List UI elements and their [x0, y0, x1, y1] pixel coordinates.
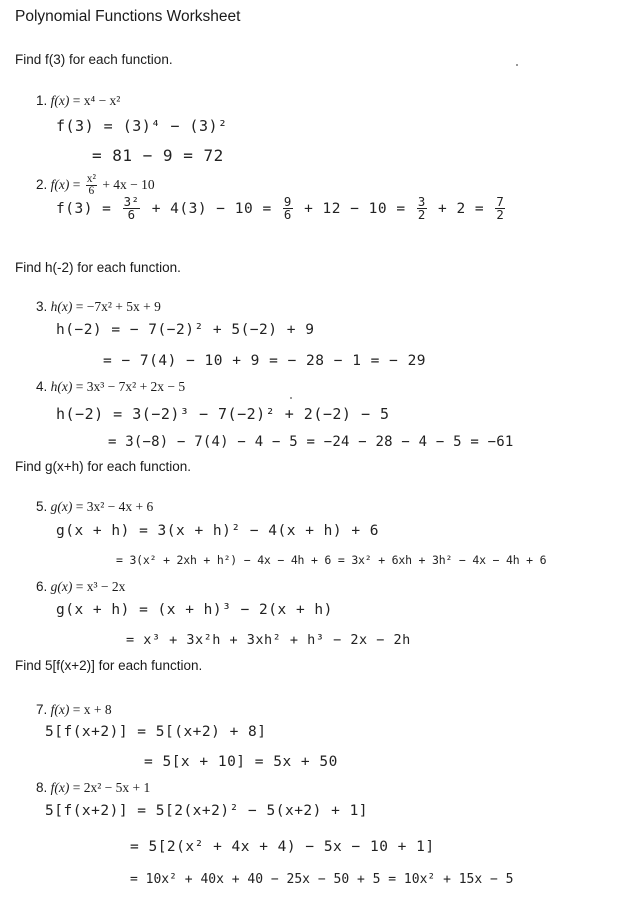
- function-definition-start: =: [72, 177, 81, 193]
- denominator: 2: [417, 208, 426, 223]
- numerator: 3²: [123, 195, 140, 209]
- function-definition: = 3x³ − 7x² + 2x − 5: [75, 379, 186, 394]
- scan-speck: [290, 397, 292, 399]
- problem-8: [36, 780, 150, 796]
- problem-1: [36, 93, 120, 109]
- problem-number: 4.: [36, 379, 48, 394]
- work-line: 5[f(x+2)] = 5[2(x+2)² − 5(x+2) + 1]: [45, 803, 369, 819]
- denominator: 6: [123, 208, 141, 221]
- function-name: f(x): [50, 177, 70, 193]
- problem-number: 3.: [36, 299, 48, 314]
- denominator: 6: [86, 185, 97, 197]
- problem-4: [36, 379, 185, 395]
- numerator: 7: [496, 195, 505, 209]
- work-line: = 5[x + 10] = 5x + 50: [144, 754, 338, 770]
- function-name: g(x): [50, 579, 73, 594]
- function-name: g(x): [50, 499, 73, 514]
- problem-5: [36, 499, 153, 515]
- section-heading-g-x-h: Find g(x+h) for each function.: [15, 459, 191, 474]
- problem-7: [36, 702, 112, 718]
- problem-number: 8.: [36, 780, 48, 795]
- function-definition-end: + 4x − 10: [102, 177, 155, 193]
- function-name: f(x): [50, 93, 70, 108]
- problem-number: 1.: [36, 93, 48, 108]
- work-line: g(x + h) = 3(x + h)² − 4(x + h) + 6: [56, 523, 380, 539]
- function-definition: = −7x² + 5x + 9: [75, 299, 161, 314]
- problem-3: [36, 299, 161, 315]
- problem-number: 6.: [36, 579, 48, 594]
- function-name: h(x): [50, 379, 73, 394]
- fraction: [417, 196, 427, 222]
- work-line: = 10x² + 40x + 40 − 25x − 50 + 5 = 10x² + 15x − 5: [130, 872, 514, 887]
- problem-number: 2.: [36, 177, 48, 193]
- function-definition: = x³ − 2x: [75, 579, 126, 594]
- fraction: [283, 196, 293, 222]
- function-definition: = 2x² − 5x + 1: [72, 780, 151, 795]
- work-part: + 4(3) − 10 =: [151, 200, 272, 217]
- work-line: h(−2) = 3(−2)³ − 7(−2)² + 2(−2) − 5: [56, 405, 390, 423]
- section-heading-h-2: Find h(-2) for each function.: [15, 260, 181, 275]
- work-line: [56, 196, 507, 222]
- function-name: f(x): [50, 780, 70, 795]
- function-definition: = 3x² − 4x + 6: [75, 499, 154, 514]
- numerator: 3: [417, 195, 426, 209]
- fraction: [86, 174, 97, 198]
- function-definition: = x⁴ − x²: [72, 93, 121, 108]
- denominator: 6: [283, 208, 292, 223]
- problem-6: [36, 579, 125, 595]
- work-part: f(3) =: [56, 200, 112, 217]
- work-part: + 12 − 10 =: [304, 200, 406, 217]
- work-line: = 3(x² + 2xh + h²) − 4x − 4h + 6 = 3x² + 6xh + 3h² − 4x − 4h + 6: [116, 553, 547, 567]
- function-name: h(x): [50, 299, 73, 314]
- worksheet-title: Polynomial Functions Worksheet: [15, 8, 241, 25]
- section-heading-f3: Find f(3) for each function.: [15, 52, 173, 67]
- work-line: g(x + h) = (x + h)³ − 2(x + h): [56, 602, 333, 618]
- work-line: = − 7(4) − 10 + 9 = − 28 − 1 = − 29: [103, 353, 427, 369]
- scan-speck: [516, 64, 518, 66]
- problem-number: 5.: [36, 499, 48, 514]
- work-line: h(−2) = − 7(−2)² + 5(−2) + 9: [56, 322, 315, 338]
- work-line: f(3) = (3)⁴ − (3)²: [56, 117, 228, 135]
- function-definition: = x + 8: [72, 702, 112, 717]
- work-line: = x³ + 3x²h + 3xh² + h³ − 2x − 2h: [126, 632, 411, 648]
- numerator: x²: [86, 173, 96, 185]
- work-part: + 2 =: [438, 200, 485, 217]
- work-line: = 3(−8) − 7(4) − 4 − 5 = −24 − 28 − 4 − 5 = −61: [108, 434, 514, 450]
- fraction: [123, 196, 141, 222]
- section-heading-5f: Find 5[f(x+2)] for each function.: [15, 658, 203, 673]
- numerator: 9: [283, 195, 292, 209]
- work-line: = 81 − 9 = 72: [92, 146, 224, 165]
- function-name: f(x): [50, 702, 70, 717]
- work-line: = 5[2(x² + 4x + 4) − 5x − 10 + 1]: [130, 839, 435, 855]
- work-line: 5[f(x+2)] = 5[(x+2) + 8]: [45, 724, 267, 740]
- fraction: [495, 196, 505, 222]
- denominator: 2: [496, 208, 505, 223]
- problem-number: 7.: [36, 702, 48, 717]
